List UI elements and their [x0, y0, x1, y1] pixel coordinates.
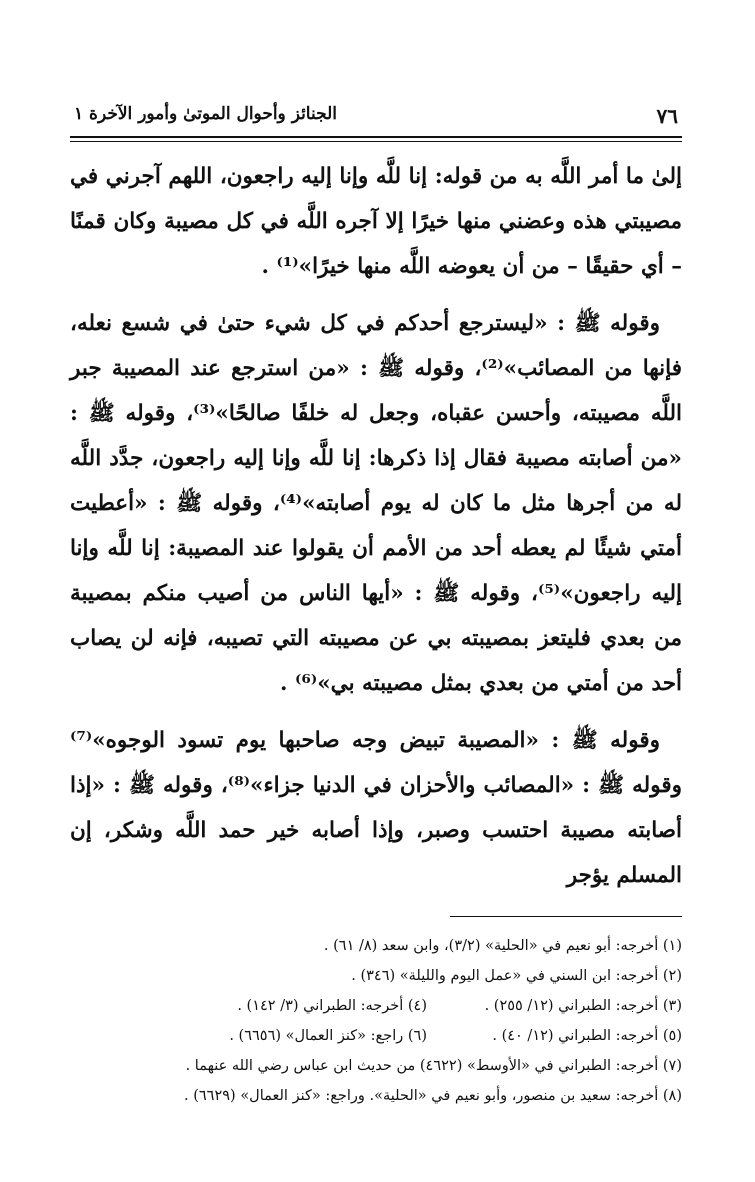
page-number: ٧٦ — [656, 104, 678, 128]
paragraph-3: وقوله ﷺ : «المصيبة تبيض وجه صاحبها يوم تسود الوجوه»⁽⁷⁾ وقوله ﷺ : «المصائب والأحزان في الدنيا جزاء»⁽⁸⁾، وقوله ﷺ : «إذا أصابته مصيبة احتسب وصبر، وإذا أصابه خير حمد اللَّه وشكر، إن المسلم يؤجر — [70, 728, 682, 888]
footnote-4: (٤) أخرجه: الطبراني (٣/ ١٤٢) . — [237, 998, 427, 1014]
paragraph-1: إلىٰ ما أمر اللَّه به من قوله: إنا للَّه وإنا إليه راجعون، اللهم آجرني في مصيبتي هذه وعضني منها خيرًا إلا آجره اللَّه في كل مصيبة وكان قمنًا – أي حقيقًا – من أن يعوضه اللَّه منها خيرًا»⁽¹⁾ . — [70, 164, 682, 279]
running-title: الجنائز وأحوال الموتىٰ وأمور الآخرة ١ — [74, 104, 337, 124]
page-header — [70, 100, 682, 132]
footnote-separator — [450, 916, 682, 917]
header-rule-thin — [70, 141, 682, 142]
main-text — [70, 154, 682, 898]
header-rule-thick — [70, 136, 682, 138]
footnote-3: (٣) أخرجه: الطبراني (١٢/ ٢٥٥) . — [484, 998, 682, 1014]
paragraph-2: وقوله ﷺ : «ليسترجع أحدكم في كل شيء حتىٰ في شسع نعله، فإنها من المصائب»⁽²⁾، وقوله ﷺ : «من استرجع عند المصيبة جبر اللَّه مصيبته، وأحسن عقباه، وجعل له خلفًا صالحًا»⁽³⁾، وقوله ﷺ : «من أصابته مصيبة فقال إذا ذكرها: إنا للَّه وإنا إليه راجعون، جدَّد اللَّه له من أجرها مثل ما كان له يوم أصابته»⁽⁴⁾، وقوله ﷺ : «أعطيت أمتي شيئًا لم يعطه أحد من الأمم أن يقولوا عند المصيبة: إنا للَّه وإنا إليه راجعون»⁽⁵⁾، وقوله ﷺ : «أيها الناس من أصيب منكم بمصيبة من بعدي فليتعز بمصيبته بي عن مصيبته التي تصيبه، فإنه لن يصاب أحد من أمتي من بعدي بمثل مصيبته بي»⁽⁶⁾ . — [70, 311, 683, 696]
footnote-6: (٦) راجع: «كنز العمال» (٦٦٥٦) . — [229, 1028, 427, 1044]
footnote-7: (٧) أخرجه: الطبراني في «الأوسط» (٤٦٢٢) من حديث ابن عباس رضي الله عنهما . — [185, 1058, 682, 1074]
footnote-1: (١) أخرجه: أبو نعيم في «الحلية» (٣/٢)، وابن سعد (٨/ ٦١) . — [323, 938, 682, 954]
footnote-5: (٥) أخرجه: الطبراني (١٢/ ٤٠) . — [492, 1028, 682, 1044]
book-page — [70, 100, 682, 1111]
footnote-2: (٢) أخرجه: ابن السني في «عمل اليوم والليلة» (٣٤٦) . — [351, 968, 682, 984]
footnote-8: (٨) أخرجه: سعيد بن منصور، وأبو نعيم في «الحلية». وراجع: «كنز العمال» (٦٦٢٩) . — [184, 1088, 682, 1104]
footnote-row-5-6 — [70, 1021, 682, 1051]
footnotes — [70, 931, 682, 1111]
footnote-row-3-4 — [70, 991, 682, 1021]
